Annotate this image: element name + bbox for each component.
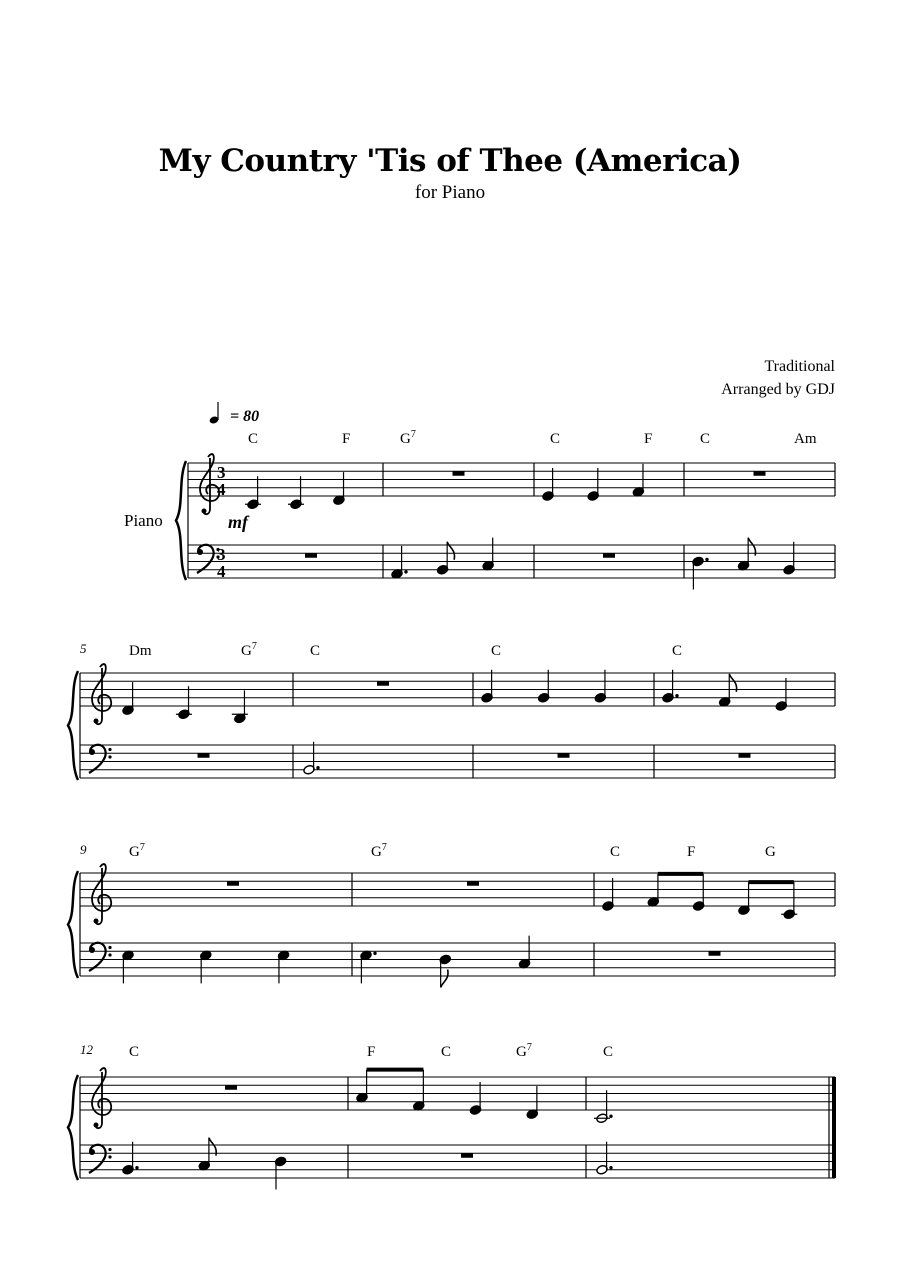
chord-symbol: C: [610, 844, 621, 860]
note: [200, 950, 212, 983]
rest-mark: [603, 553, 615, 558]
time-signature: 4: [217, 480, 226, 499]
tempo-marking: = 80: [230, 408, 260, 425]
chord-symbol: $G^7$: [400, 429, 416, 447]
chord-extension: 7: [251, 641, 257, 652]
rest-mark: [461, 1153, 473, 1158]
chord-symbol: $G^7$: [129, 842, 145, 860]
rest-mark: [754, 471, 766, 476]
system-brace: [176, 461, 186, 580]
treble-clef-tail: [202, 509, 207, 514]
chord-extension: 7: [410, 429, 416, 440]
note: [198, 1138, 216, 1171]
time-signature: 3: [217, 545, 226, 564]
bass-clef-shape: [89, 1145, 106, 1173]
bass-staff: [80, 943, 835, 976]
final-barline: [832, 1077, 836, 1178]
rest-mark: [227, 881, 239, 886]
bass-clef-shape: [197, 545, 214, 573]
augmentation-dot: [404, 570, 407, 573]
note: [692, 878, 704, 911]
chord-symbol: C: [672, 643, 683, 659]
note: [274, 1156, 286, 1189]
bass-clef-dot: [89, 1149, 95, 1155]
dynamic-marking: mf: [228, 512, 248, 532]
note: [232, 690, 248, 723]
treble-clef-tail: [94, 919, 99, 924]
note: [542, 468, 554, 501]
note: [647, 874, 659, 907]
bass-clef: [89, 1145, 112, 1173]
augmentation-dot: [705, 558, 708, 561]
note: [391, 546, 408, 579]
note: [737, 538, 755, 571]
bass-clef-dot: [108, 1148, 111, 1151]
chord-extension: 7: [526, 1042, 532, 1053]
measure-number: 12: [80, 1042, 93, 1057]
chord-symbol: $G^7$: [371, 842, 387, 860]
chord-extension: 7: [381, 842, 387, 853]
score-title: My Country 'Tis of Thee (America): [158, 143, 742, 179]
chord-symbol: C: [310, 643, 321, 659]
note: [439, 954, 451, 987]
chord-symbol: C: [700, 431, 711, 447]
note: [518, 936, 530, 969]
note: [526, 1086, 538, 1119]
chord-symbol: Dm: [129, 643, 152, 659]
bass-clef: [89, 745, 112, 773]
note: [176, 686, 192, 719]
note-flag: [441, 970, 448, 988]
note: [288, 476, 304, 509]
note: [333, 472, 345, 505]
note: [360, 950, 377, 983]
rest-mark: [453, 471, 465, 476]
note: [738, 882, 750, 915]
treble-staff: [80, 1077, 835, 1110]
note-beam: [367, 1068, 424, 1072]
bass-clef-shape: [89, 745, 106, 773]
rest-mark: [198, 753, 210, 758]
bass-clef-dot: [108, 1155, 111, 1158]
note-beam: [658, 872, 703, 876]
system-brace: [68, 671, 78, 780]
bass-clef-dot: [89, 749, 95, 755]
note: [594, 1090, 613, 1123]
augmentation-dot: [373, 952, 376, 955]
score-subtitle: for Piano: [414, 182, 486, 203]
bass-clef-dot: [108, 946, 111, 949]
chord-symbol: C: [248, 431, 259, 447]
note: [602, 878, 614, 911]
treble-clef-tail: [94, 719, 99, 724]
note: [122, 950, 134, 983]
bass-staff: [188, 545, 835, 578]
chord-symbol: $G^7$: [241, 641, 257, 659]
bass-clef-dot: [108, 755, 111, 758]
measure-number: 9: [80, 842, 87, 857]
rest-mark: [377, 681, 389, 686]
note: [482, 538, 494, 571]
treble-staff: [80, 873, 835, 906]
chord-symbol: C: [603, 1044, 614, 1060]
bass-clef-shape: [89, 943, 106, 971]
augmentation-dot: [609, 1166, 612, 1169]
note: [632, 464, 644, 497]
treble-clef-tail: [94, 1123, 99, 1128]
arranger-credit: Arranged by GDJ: [721, 381, 835, 398]
note: [594, 670, 606, 703]
chord-symbol: $G^7$: [516, 1042, 532, 1060]
note: [356, 1070, 368, 1103]
chord-symbol: C: [441, 1044, 452, 1060]
note: [775, 678, 787, 711]
system-brace: [68, 871, 78, 978]
chord-symbol: F: [342, 431, 351, 447]
rest-mark: [739, 753, 751, 758]
bass-clef-dot: [108, 953, 111, 956]
note: [245, 476, 261, 509]
note-flag: [447, 542, 454, 560]
chord-symbol: G: [765, 844, 776, 860]
chord-symbol: F: [644, 431, 653, 447]
chord-symbol: C: [491, 643, 502, 659]
bass-clef-dot: [89, 947, 95, 953]
time-signature: 4: [217, 562, 226, 581]
treble-staff: [188, 463, 835, 496]
bass-clef-dot: [108, 748, 111, 751]
rest-mark: [225, 1085, 237, 1090]
note: [537, 670, 549, 703]
chord-symbol: C: [550, 431, 561, 447]
rest-mark: [467, 881, 479, 886]
rest-mark: [709, 951, 721, 956]
note-beam: [749, 880, 794, 884]
note: [469, 1082, 481, 1115]
augmentation-dot: [609, 1115, 612, 1118]
bass-clef-dot: [197, 549, 203, 555]
time-signature: 3: [217, 463, 226, 482]
rest-mark: [558, 753, 570, 758]
system-brace: [68, 1075, 78, 1180]
augmentation-dot: [135, 1166, 138, 1169]
note: [587, 468, 599, 501]
bass-staff: [80, 1145, 835, 1178]
augmentation-dot: [316, 766, 319, 769]
augmentation-dot: [675, 694, 678, 697]
note: [783, 542, 795, 575]
note: [718, 674, 736, 707]
measure-number: 5: [80, 641, 87, 656]
note: [122, 682, 134, 715]
chord-symbol: C: [129, 1044, 140, 1060]
bass-staff: [80, 745, 835, 778]
rest-mark: [305, 553, 317, 558]
chord-symbol: Am: [794, 431, 817, 447]
note: [481, 670, 493, 703]
note: [781, 886, 797, 919]
instrument-label: Piano: [124, 511, 163, 530]
bass-clef: [89, 943, 112, 971]
note: [413, 1078, 425, 1111]
note: [277, 950, 289, 983]
chord-symbol: F: [367, 1044, 376, 1060]
composer-credit: Traditional: [764, 358, 835, 375]
chord-extension: 7: [139, 842, 145, 853]
chord-symbol: F: [687, 844, 696, 860]
